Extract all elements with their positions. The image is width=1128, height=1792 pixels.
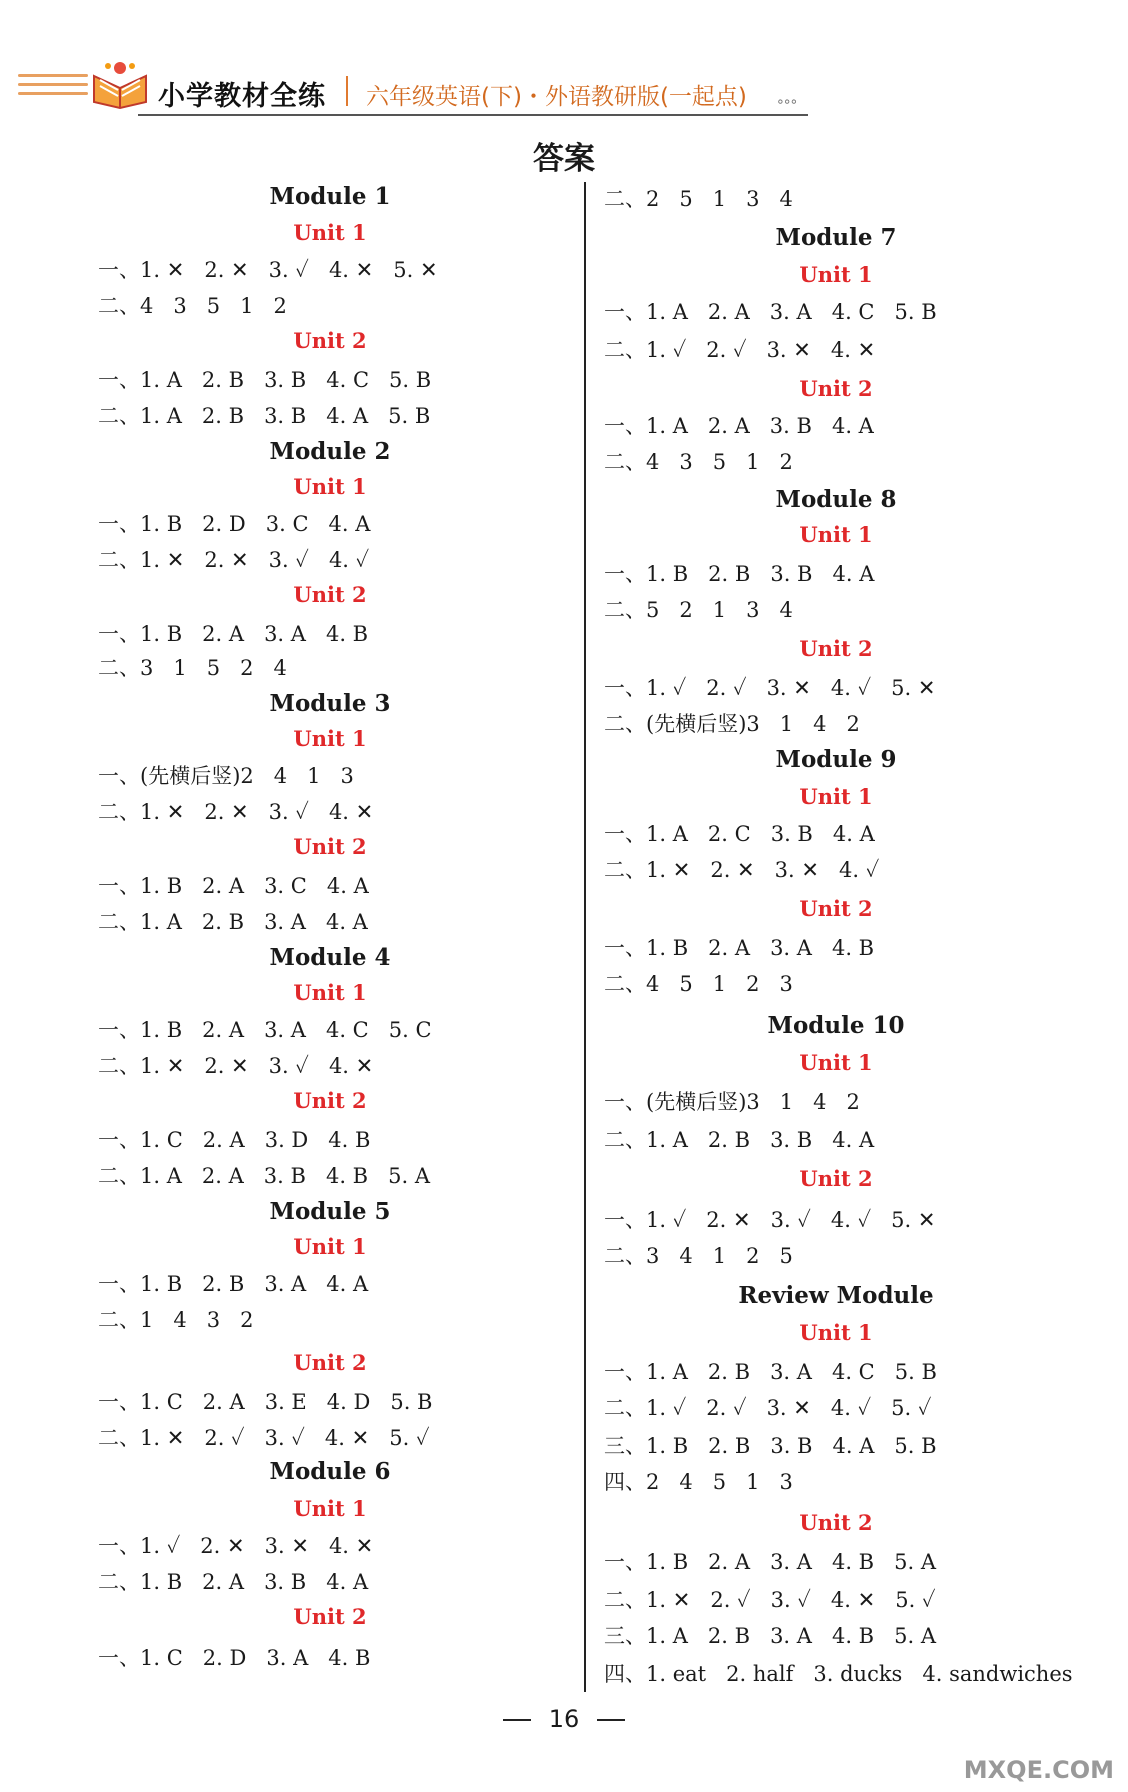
answer-line: 一、1. A 2. B 3. A 4. C 5. B (604, 1360, 937, 1384)
unit-heading: Unit 2 (293, 1088, 367, 1113)
module-heading: Module 5 (269, 1198, 391, 1225)
unit-heading: Unit 1 (293, 980, 367, 1005)
answer-line: 二、1. ✕ 2. ✓ 3. ✓ 4. ✕ 5. ✓ (98, 1426, 430, 1450)
column-divider (584, 182, 586, 1692)
answer-line: 二、1. ✕ 2. ✓ 3. ✓ 4. ✕ 5. ✓ (604, 1588, 936, 1612)
answer-line: 二、4 5 1 2 3 (604, 972, 793, 996)
answer-line: 一、1. B 2. A 3. C 4. A (98, 874, 369, 898)
unit-heading: Unit 1 (293, 1234, 367, 1259)
answer-line: 一、1. B 2. B 3. A 4. A (98, 1272, 369, 1296)
module-heading: Review Module (738, 1282, 934, 1309)
answer-line: 二、1. ✕ 2. ✕ 3. ✓ 4. ✕ (98, 1054, 374, 1078)
module-heading: Module 10 (767, 1012, 905, 1039)
answer-line: 二、1. ✓ 2. ✓ 3. ✕ 4. ✓ 5. ✓ (604, 1396, 932, 1420)
answer-line: 二、1. A 2. B 3. B 4. A (604, 1128, 875, 1152)
answer-line: 一、1. C 2. D 3. A 4. B (98, 1646, 371, 1670)
answer-line: 二、1. A 2. B 3. A 4. A (98, 910, 368, 934)
answer-line: 一、1. ✓ 2. ✕ 3. ✓ 4. ✓ 5. ✕ (604, 1208, 936, 1232)
unit-heading: Unit 2 (293, 582, 367, 607)
answer-line: 一、1. ✕ 2. ✕ 3. ✓ 4. ✕ 5. ✕ (98, 258, 438, 282)
answer-line: 一、1. B 2. D 3. C 4. A (98, 512, 371, 536)
brand-title: 小学教材全练 (158, 81, 326, 112)
answer-line: 三、1. B 2. B 3. B 4. A 5. B (604, 1434, 937, 1458)
answer-line: 一、1. A 2. B 3. B 4. C 5. B (98, 368, 432, 392)
unit-heading: Unit 2 (293, 328, 367, 353)
answer-line: 二、1. ✓ 2. ✓ 3. ✕ 4. ✕ (604, 338, 876, 362)
answer-line: 一、1. B 2. A 3. A 4. B (604, 936, 875, 960)
unit-heading: Unit 2 (799, 1166, 873, 1191)
unit-heading: Unit 1 (293, 1496, 367, 1521)
answer-line: 二、1. ✕ 2. ✕ 3. ✓ 4. ✓ (98, 548, 370, 572)
page-footer (0, 1705, 1128, 1733)
header-separator (346, 76, 348, 106)
answer-line: 三、1. A 2. B 3. A 4. B 5. A (604, 1624, 937, 1648)
unit-heading: Unit 2 (799, 636, 873, 661)
answer-line: 一、1. B 2. A 3. A 4. B 5. A (604, 1550, 937, 1574)
answer-line: 二、4 3 5 1 2 (604, 450, 793, 474)
module-heading: Module 3 (269, 690, 391, 717)
answer-line: 一、1. B 2. B 3. B 4. A (604, 562, 875, 586)
answer-line: 二、4 3 5 1 2 (98, 294, 287, 318)
header-dots-decoration: ∘∘∘ (776, 94, 797, 110)
unit-heading: Unit 2 (293, 1604, 367, 1629)
watermark: MXQE.COM (963, 1756, 1114, 1784)
answer-line: 四、2 4 5 1 3 (604, 1470, 793, 1494)
unit-heading: Unit 1 (293, 220, 367, 245)
module-heading: Module 1 (269, 183, 391, 210)
module-heading: Module 2 (269, 438, 391, 465)
answer-line: 一、1. ✓ 2. ✓ 3. ✕ 4. ✓ 5. ✕ (604, 676, 936, 700)
module-heading: Module 6 (269, 1458, 391, 1485)
answer-line: 一、1. C 2. A 3. D 4. B (98, 1128, 371, 1152)
module-heading: Module 8 (775, 486, 897, 513)
answer-line: 一、1. B 2. A 3. A 4. C 5. C (98, 1018, 432, 1042)
page-number: 16 (548, 1705, 580, 1733)
answer-line: 二、3 4 1 2 5 (604, 1244, 793, 1268)
page-header (18, 52, 798, 122)
answer-line: 一、1. ✓ 2. ✕ 3. ✕ 4. ✕ (98, 1534, 374, 1558)
unit-heading: Unit 1 (293, 474, 367, 499)
answer-line: 二、1. ✕ 2. ✕ 3. ✕ 4. ✓ (604, 858, 880, 882)
answer-line: 二、(先横后竖)3 1 4 2 (604, 712, 860, 736)
answer-line: 二、1 4 3 2 (98, 1308, 254, 1332)
module-heading: Module 7 (775, 224, 897, 251)
page-title: 答案 (533, 141, 595, 177)
answer-line: 一、1. A 2. C 3. B 4. A (604, 822, 875, 846)
unit-heading: Unit 1 (799, 1320, 873, 1345)
book-subtitle: 六年级英语(下)・外语教研版(一起点) (366, 84, 747, 110)
unit-heading: Unit 1 (293, 726, 367, 751)
unit-heading: Unit 1 (799, 522, 873, 547)
answer-line: 二、3 1 5 2 4 (98, 656, 287, 680)
answer-line: 二、1. A 2. A 3. B 4. B 5. A (98, 1164, 431, 1188)
answer-line: 二、2 5 1 3 4 (604, 187, 793, 211)
unit-heading: Unit 2 (799, 376, 873, 401)
unit-heading: Unit 2 (799, 1510, 873, 1535)
unit-heading: Unit 2 (293, 1350, 367, 1375)
unit-heading: Unit 1 (799, 784, 873, 809)
answer-line: 一、1. C 2. A 3. E 4. D 5. B (98, 1390, 433, 1414)
answer-line: 四、1. eat 2. half 3. ducks 4. sandwiches (604, 1662, 1073, 1686)
answer-line: 一、(先横后竖)2 4 1 3 (98, 764, 354, 788)
unit-heading: Unit 1 (799, 262, 873, 287)
answer-line: 二、1. B 2. A 3. B 4. A (98, 1570, 369, 1594)
answer-line: 二、1. A 2. B 3. B 4. A 5. B (98, 404, 431, 428)
module-heading: Module 9 (775, 746, 897, 773)
answer-line: 一、1. B 2. A 3. A 4. B (98, 622, 369, 646)
unit-heading: Unit 2 (799, 896, 873, 921)
answer-line: 一、(先横后竖)3 1 4 2 (604, 1090, 860, 1114)
answer-line: 一、1. A 2. A 3. A 4. C 5. B (604, 300, 937, 324)
unit-heading: Unit 2 (293, 834, 367, 859)
header-decoration-lines (18, 74, 88, 101)
open-book-logo-icon (90, 58, 150, 110)
module-heading: Module 4 (269, 944, 391, 971)
answer-line: 二、5 2 1 3 4 (604, 598, 793, 622)
answer-line: 二、1. ✕ 2. ✕ 3. ✓ 4. ✕ (98, 800, 374, 824)
header-rule (138, 114, 808, 116)
unit-heading: Unit 1 (799, 1050, 873, 1075)
answer-line: 一、1. A 2. A 3. B 4. A (604, 414, 874, 438)
